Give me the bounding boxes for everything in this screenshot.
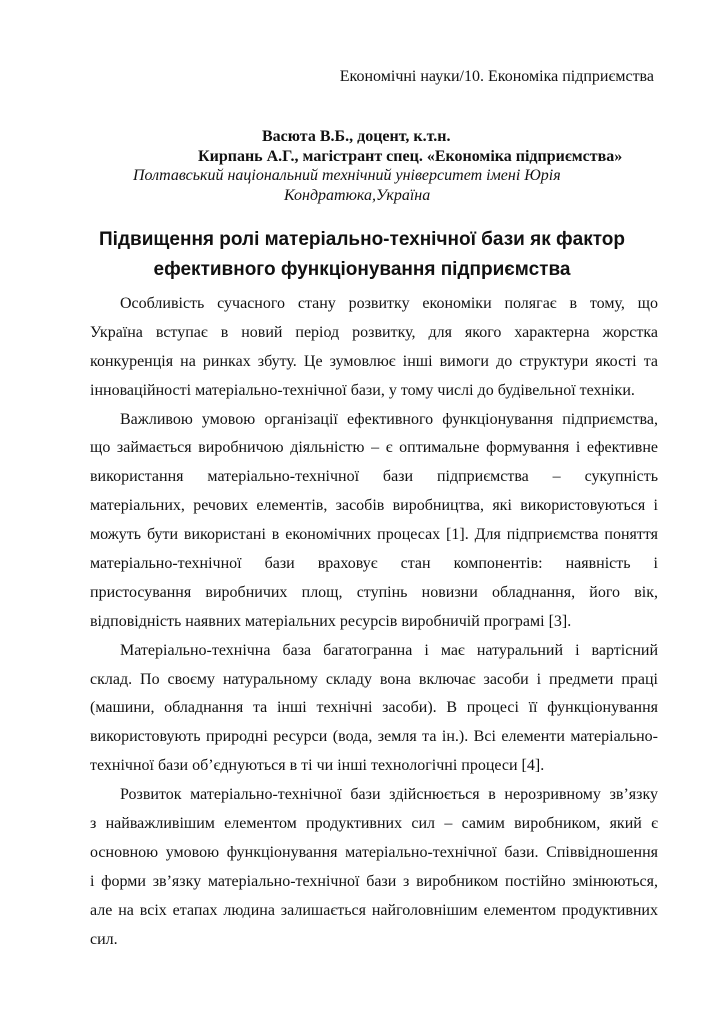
article-title-line-1: Підвищення ролі матеріально-технічної бази як фактор: [99, 229, 625, 250]
paragraph-line: інноваційності матеріально-технічної бази, у тому числі до будівельної техніки.: [90, 381, 635, 399]
paragraph-line: склад. По своєму натуральному складу вона включає засоби і предмети праці: [90, 670, 658, 688]
paragraph: [90, 290, 658, 406]
paragraph-line: Матеріально-технічна база багатогранна і має натуральний і вартісний: [120, 641, 658, 659]
author-2: Кирпань А.Г., магістрант спец. «Економіка підприємства»: [198, 148, 623, 165]
paragraph-line: що займається виробничою діяльністю – є оптимальне формування і ефективне: [90, 439, 658, 457]
paragraph-line: технічної бази об’єднуються в ті чи інші технологічні процеси [4].: [90, 757, 545, 775]
paragraph-line: Україна вступає в новий період розвитку, для якого характерна жорстка: [90, 323, 658, 341]
paragraph-line: і форми зв’язку матеріально-технічної бази з виробником постійно змінюються,: [90, 872, 658, 890]
paragraph: [90, 781, 658, 954]
paragraph-line: Особливість сучасного стану розвитку економіки полягає в тому, що: [120, 295, 658, 312]
paragraph-line: але на всіх етапах людина залишається найголовнішим елементом продуктивних: [90, 901, 658, 919]
author-1: Васюта В.Б., доцент, к.т.н.: [262, 128, 451, 145]
paragraph-line: пристосування виробничих площ, ступінь новизни обладнання, його вік,: [90, 583, 658, 601]
paragraph-line: конкуренція на ринках збуту. Це зумовлює інші вимоги до структури якості та: [90, 352, 658, 370]
paragraph-line: можуть бути використані в економічних процесах [1]. Для підприємства поняття: [90, 526, 658, 544]
paragraph-line: (машини, обладнання та інші технічні засоби). В процесі її функціонування: [90, 699, 658, 717]
affiliation-line-2: Кондратюка,Україна: [284, 187, 431, 204]
paragraph-line: з найважливішим елементом продуктивних сил – самим виробником, який є: [90, 815, 658, 833]
paragraph: [90, 637, 658, 781]
paragraph-line: Важливою умовою організації ефективного функціонування підприємства,: [120, 410, 658, 428]
paragraph-line: сил.: [90, 930, 118, 948]
paragraph-line: використовують природні ресурси (вода, земля та ін.). Всі елементи матеріально-: [90, 728, 658, 746]
section-header: Економічні науки/10. Економіка підприємства: [339, 68, 654, 85]
affiliation-line-1: Полтавський національний технічний університет імені Юрія: [133, 167, 561, 184]
paragraph-line: Розвиток матеріально-технічної бази здійснюється в нерозривному зв’язку: [120, 786, 658, 804]
paragraph: [90, 406, 658, 637]
article-body: [90, 290, 658, 954]
paragraph-line: використання матеріально-технічної бази підприємства – сукупність: [90, 468, 658, 486]
paragraph-line: матеріально-технічної бази враховує стан компонентів: наявність і: [90, 555, 658, 573]
article-title-line-2: ефективного функціонування підприємства: [153, 259, 571, 280]
paragraph-line: відповідність наявних матеріальних ресурсів виробничій програмі [3].: [90, 612, 572, 630]
paragraph-line: матеріальних, речових елементів, засобів виробництва, які використовуються і: [90, 497, 658, 515]
paragraph-line: основною умовою функціонування матеріально-технічної бази. Співвідношення: [90, 843, 658, 861]
